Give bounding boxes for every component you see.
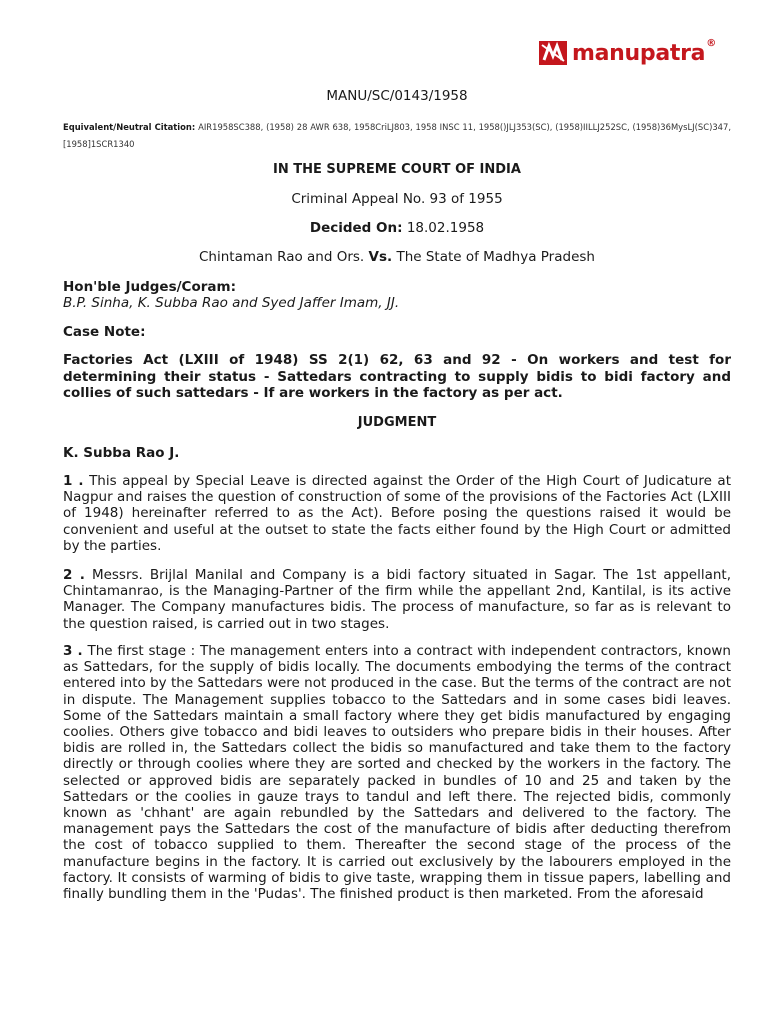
versus-label: Vs.	[368, 249, 393, 265]
case-note-text: Factories Act (LXIII of 1948) SS 2(1) 62, 63 and 92 - On workers and test for determining their status - Sattedars contracting to supply bidis to bidi factory and collies of such sattedars - If are workers in the factory as per act.	[63, 352, 731, 401]
decided-on	[63, 220, 731, 236]
paragraph-text: The first stage : The management enters into a contract with independent contractors, known as Sattedars, for the supply of bidis locally. The documents embodying the terms of the contract entered into by the Sattedars were not produced in the case. But the terms of the contract are not in dispute. The Management supplies tobacco to the Sattedars and in some cases bidi leaves. Some of the Sattedars maintain a small factory where they get bidis manufactured by engaging coolies. Others give tobacco and bidi leaves to outsiders who prepare bidis in their houses. After bidis are rolled in, the Sattedars collect the bidis so manufactured and take them to the factory directly or through coolies where they are sorted and checked by the workers in the factory. The selected or approved bidis are separately packed in bundles of 10 and 25 and taken by the Sattedars or the coolies in gauze trays to tandul and left there. The rejected bidis, commonly known as 'chhant' are again rebundled by the Sattedars and delivered to the factory. The management pays the Sattedars the cost of the manufacture of bidis after deducting therefrom the cost of tobacco supplied to them. Thereafter the second stage of the process of the manufacture begins in the factory. It is carried out exclusively by the labourers employed in the factory. It consists of warming of bidis to give taste, wrapping them in tissue papers, labelling and finally bundling them in the 'Pudas'. The finished product is then marketed. From the aforesaid	[63, 643, 731, 903]
case-parties	[63, 249, 731, 265]
paragraph-number: 1 .	[63, 473, 84, 489]
paragraph-number: 3 .	[63, 643, 83, 659]
citation-text: AIR1958SC388, (1958) 28 AWR 638, 1958CriLJ803, 1958 INSC 11, 1958()JLJ353(SC), (1958)IILLJ252SC, (1958)36MysLJ(SC)347, [1958]1SCR1340	[63, 122, 731, 149]
citation-label: Equivalent/Neutral Citation:	[63, 122, 196, 132]
appeal-number: Criminal Appeal No. 93 of 1955	[291, 191, 503, 207]
paragraph-text: Messrs. Brijlal Manilal and Company is a bidi factory situated in Sagar. The 1st appellant, Chintamanrao, is the Managing-Partner of the firm while the appellant 2nd, Kantilal, is its active Manager. The Company manufactures bidis. The process of manufacture, so far as is relevant to the question raised, is carried out in two stages.	[63, 567, 731, 632]
case-note-heading: Case Note:	[63, 324, 146, 340]
paragraph-number: 2 .	[63, 567, 85, 583]
judges-names: B.P. Sinha, K. Subba Rao and Syed Jaffer Imam, JJ.	[63, 295, 400, 311]
judgment-heading: JUDGMENT	[357, 415, 437, 430]
decided-label: Decided On:	[309, 220, 403, 236]
paragraph	[63, 643, 731, 902]
paragraph	[63, 567, 731, 632]
paragraph-text: This appeal by Special Leave is directed against the Order of the High Court of Judicature at Nagpur and raises the question of construction of some of the provisions of the Factories Act (LXIII of 1948) hereinafter referred to as the Act). Before posing the questions raised it would be convenient and useful at the outset to state the facts either found by the High Court or admitted by the parties.	[63, 473, 731, 554]
judges-heading: Hon'ble Judges/Coram:	[63, 279, 236, 295]
paragraph	[63, 473, 731, 554]
decided-date: 18.02.1958	[406, 220, 485, 236]
judgment-author: K. Subba Rao J.	[63, 445, 180, 461]
party-appellant: Chintaman Rao and Ors.	[199, 249, 365, 265]
logo-text: manupatra	[572, 40, 706, 66]
party-respondent: The State of Madhya Pradesh	[396, 249, 595, 265]
court-name: IN THE SUPREME COURT OF INDIA	[273, 162, 521, 177]
registered-mark: ®	[706, 37, 717, 49]
manupatra-logo	[538, 36, 728, 70]
manupatra-logo-icon	[538, 38, 568, 68]
document-id: MANU/SC/0143/1958	[326, 88, 468, 104]
citation-block	[63, 119, 731, 153]
